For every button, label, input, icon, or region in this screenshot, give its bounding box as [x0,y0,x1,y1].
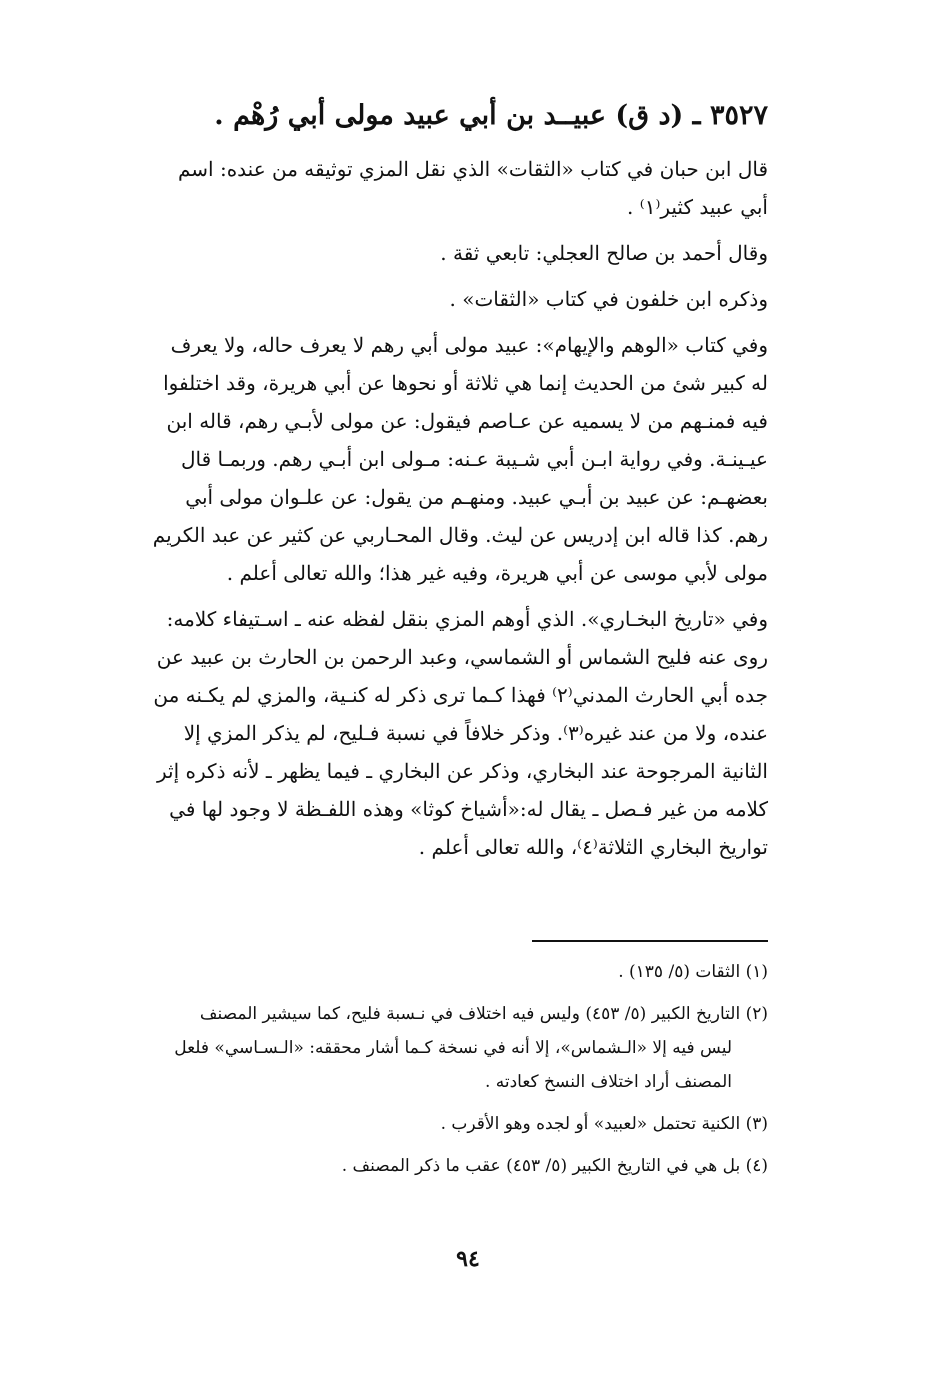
paragraph-ibn-khalfun [78,280,768,318]
footnotes [78,955,768,1191]
footnote-2 [78,997,768,1099]
text-line: له كبير شئ من الحديث إنما هي ثلاثة أو نحوها عن أبي هريرة، وقد اختلفوا [163,371,768,395]
text-line: تواريخ البخاري الثلاثة⁽٤⁾، والله تعالى أعلم . [418,835,768,859]
paragraph-ijli [78,234,768,272]
text-line: عيـينـة. وفي رواية ابـن أبي شـيبة عـنه: مـولى ابن أبـي رهم. وربمـا قال [180,447,768,471]
text-line: جده أبي الحارث المدني⁽٢⁾ فهذا كـما ترى ذكر له كنـية، والمزي لم يكـنه من [153,683,768,707]
text-line: مولى لأبي موسى عن أبي هريرة، وفيه غير هذا؛ والله تعالى أعلم . [226,561,768,585]
text-line: كلامه من غير فـصل ـ يقال له:«أشياخ كوثا» وهذه اللفـظة لا وجود لها في [169,797,768,821]
page-number: ٩٤ [456,1246,480,1272]
text-line: وذكره ابن خلفون في كتاب «الثقات» . [449,287,768,311]
footnote-line: (٢) التاريخ الكبير (٥/ ٤٥٣) وليس فيه اختلاف في نـسبة فليح، كما سيشير المصنف [199,1004,768,1024]
text-line: روى عنه فليح الشماس أو الشماسي، وعبد الرحمن بن الحارث بن عبيد عن [156,645,768,669]
text-line: بعضهـم: عن عبيد بن أبـي عبيد. ومنهـم من يقول: عن علـوان مولى أبي [185,485,768,509]
text-line: قال ابن حبان في كتاب «الثقات» الذي نقل المزي توثيقه من عنده: اسم [177,157,768,181]
footnote-line: (٣) الكنية تحتمل «لعبيد» أو لجده وهو الأقرب . [440,1114,768,1134]
footnote-1 [78,955,768,989]
paragraph-tarikh-bukhari [78,600,768,866]
footnote-3 [78,1107,768,1141]
footnote-line: المصنف أراد اختلاف النسخ كعادته . [484,1072,732,1092]
footnote-line: (١) الثقات (٥/ ١٣٥) . [618,962,768,982]
text-line: وقال أحمد بن صالح العجلي: تابعي ثقة . [440,241,768,265]
footnote-line: (٤) بل هي في التاريخ الكبير (٥/ ٤٥٣) عقب ما ذكر المصنف . [341,1156,768,1176]
footnote-line: ليس فيه إلا «الـشماس»، إلا أنه في نسخة كـما أشار محققه: «الـسـاسي» فلعل [174,1038,732,1058]
text-line: عنده، ولا من عند غيره⁽٣⁾. وذكر خلافاً في نسبة فـليح، لم يذكر المزي إلا [183,721,768,745]
text-line: وفي كتاب «الوهم والإيهام»: عبيد مولى أبي رهم لا يعرف حاله، ولا يعرف [170,333,768,357]
paragraph-wahm-wal-iham [78,326,768,592]
main-text [78,150,768,874]
footnote-4 [78,1149,768,1183]
paragraph-ibn-hibban [78,150,768,226]
entry-title: ٣٥٢٧ ـ (د ق) عبيــد بن أبي عبيد مولى أبي رُهْم . [214,100,768,131]
text-line: وفي «تاريخ البخـاري». الذي أوهم المزي بنقل لفظه عنه ـ اسـتيفاء كلامه: [166,607,768,631]
text-line: فيه فمنـهم من لا يسميه عن عـاصم فيقول: عن مولى لأبـي رهم، قاله ابن [166,409,768,433]
text-line: الثانية المرجوحة عند البخاري، وذكر عن البخاري ـ فيما يظهر ـ لأنه ذكره إثر [157,759,768,783]
footnote-separator [532,940,768,942]
text-line: أبي عبيد كثير⁽١⁾ . [627,195,768,219]
text-line: رهم. كذا قاله ابن إدريس عن ليث. وقال المحـاربي عن كثير عن عبد الكريم [152,523,768,547]
